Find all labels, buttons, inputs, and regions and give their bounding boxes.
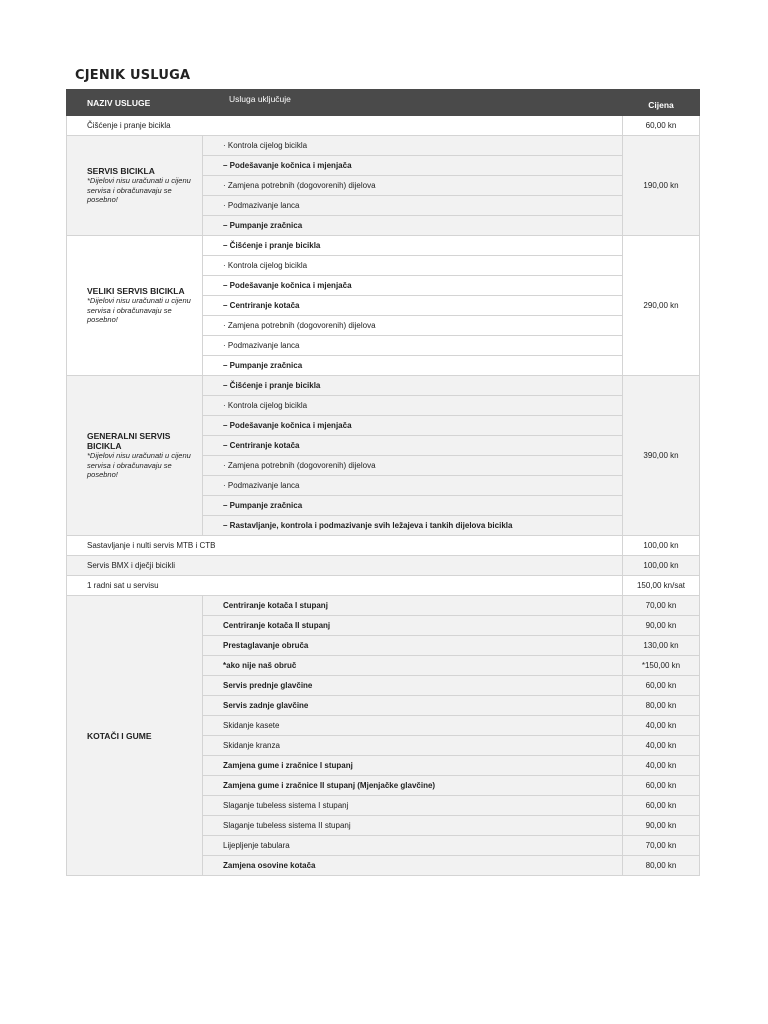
service-item: Centriranje kotača I stupanj [203, 596, 623, 616]
service-item: *ako nije naš obruč [203, 656, 623, 676]
service-price: 40,00 kn [623, 736, 700, 756]
service-item: · Podmazivanje lanca [203, 476, 623, 496]
service-name: KOTAČI I GUME [87, 730, 152, 741]
service-name-cell [67, 136, 203, 236]
service-item: · Zamjena potrebnih (dogovorenih) dijelova [203, 316, 623, 336]
service-price: 60,00 kn [623, 676, 700, 696]
service-item: – Podešavanje kočnica i mjenjača [203, 416, 623, 436]
service-price: 80,00 kn [623, 696, 700, 716]
service-item: – Podešavanje kočnica i mjenjača [203, 156, 623, 176]
table-row [67, 556, 700, 576]
service-price: 70,00 kn [623, 836, 700, 856]
service-item: Slaganje tubeless sistema I stupanj [203, 796, 623, 816]
service-price: 190,00 kn [623, 136, 700, 236]
service-label: Čišćenje i pranje bicikla [67, 116, 623, 136]
service-price: 150,00 kn/sat [623, 576, 700, 596]
table-row [67, 236, 700, 256]
service-item: – Čišćenje i pranje bicikla [203, 376, 623, 396]
service-item: · Kontrola cijelog bicikla [203, 396, 623, 416]
service-name-cell [67, 376, 203, 536]
service-price: 100,00 kn [623, 556, 700, 576]
service-item: · Podmazivanje lanca [203, 196, 623, 216]
service-price: 40,00 kn [623, 756, 700, 776]
service-price: 60,00 kn [623, 116, 700, 136]
service-item: – Rastavljanje, kontrola i podmazivanje svih ležajeva i tankih dijelova bicikla [203, 516, 623, 536]
table-row [67, 116, 700, 136]
service-item: Skidanje kranza [203, 736, 623, 756]
header-includes: Usluga uključuje [203, 90, 623, 116]
service-item: – Čišćenje i pranje bicikla [203, 236, 623, 256]
service-item: – Pumpanje zračnica [203, 216, 623, 236]
service-name-cell [67, 596, 203, 876]
table-header-row [67, 90, 700, 116]
table-row [67, 136, 700, 156]
service-label: Servis BMX i dječji bicikli [67, 556, 623, 576]
price-table [66, 89, 700, 876]
service-name: SERVIS BICIKLA [87, 166, 155, 177]
service-note: *Dijelovi nisu uračunati u cijenu servisa i obračunavaju se posebno! [87, 296, 191, 325]
service-item: · Zamjena potrebnih (dogovorenih) dijelova [203, 456, 623, 476]
service-price: 40,00 kn [623, 716, 700, 736]
service-item: – Pumpanje zračnica [203, 496, 623, 516]
service-item: Lijepljenje tabulara [203, 836, 623, 856]
service-item: Skidanje kasete [203, 716, 623, 736]
service-label: Sastavljanje i nulti servis MTB i CTB [67, 536, 623, 556]
service-item: Zamjena osovine kotača [203, 856, 623, 876]
service-name-cell [67, 236, 203, 376]
table-row [67, 576, 700, 596]
service-item: Zamjena gume i zračnice I stupanj [203, 756, 623, 776]
table-row [67, 536, 700, 556]
service-price: 390,00 kn [623, 376, 700, 536]
service-item: Centriranje kotača II stupanj [203, 616, 623, 636]
service-item: Prestaglavanje obruča [203, 636, 623, 656]
service-price: 90,00 kn [623, 616, 700, 636]
service-price: *150,00 kn [623, 656, 700, 676]
table-row [67, 376, 700, 396]
service-item: – Centriranje kotača [203, 436, 623, 456]
service-price: 60,00 kn [623, 796, 700, 816]
service-item: · Zamjena potrebnih (dogovorenih) dijelova [203, 176, 623, 196]
service-price: 90,00 kn [623, 816, 700, 836]
service-name: VELIKI SERVIS BICIKLA [87, 286, 185, 297]
service-item: · Podmazivanje lanca [203, 336, 623, 356]
service-item: – Centriranje kotača [203, 296, 623, 316]
service-item: · Kontrola cijelog bicikla [203, 136, 623, 156]
service-name: GENERALNI SERVIS BICIKLA [87, 431, 171, 452]
service-note: *Dijelovi nisu uračunati u cijenu servisa i obračunavaju se posebno! [87, 451, 191, 480]
service-item: Servis zadnje glavčine [203, 696, 623, 716]
service-price: 290,00 kn [623, 236, 700, 376]
header-price: Cijena [623, 90, 700, 116]
service-item: Zamjena gume i zračnice II stupanj (Mjenjačke glavčine) [203, 776, 623, 796]
page-title: CJENIK USLUGA [75, 68, 191, 83]
service-item: – Pumpanje zračnica [203, 356, 623, 376]
table-row [67, 596, 700, 616]
service-price: 60,00 kn [623, 776, 700, 796]
service-item: Slaganje tubeless sistema II stupanj [203, 816, 623, 836]
service-item: Servis prednje glavčine [203, 676, 623, 696]
service-item: · Kontrola cijelog bicikla [203, 256, 623, 276]
service-price: 100,00 kn [623, 536, 700, 556]
service-price: 70,00 kn [623, 596, 700, 616]
service-price: 80,00 kn [623, 856, 700, 876]
service-note: *Dijelovi nisu uračunati u cijenu servisa i obračunavaju se posebno! [87, 176, 191, 205]
service-label: 1 radni sat u servisu [67, 576, 623, 596]
header-name: NAZIV USLUGE [67, 90, 203, 116]
service-item: – Podešavanje kočnica i mjenjača [203, 276, 623, 296]
service-price: 130,00 kn [623, 636, 700, 656]
